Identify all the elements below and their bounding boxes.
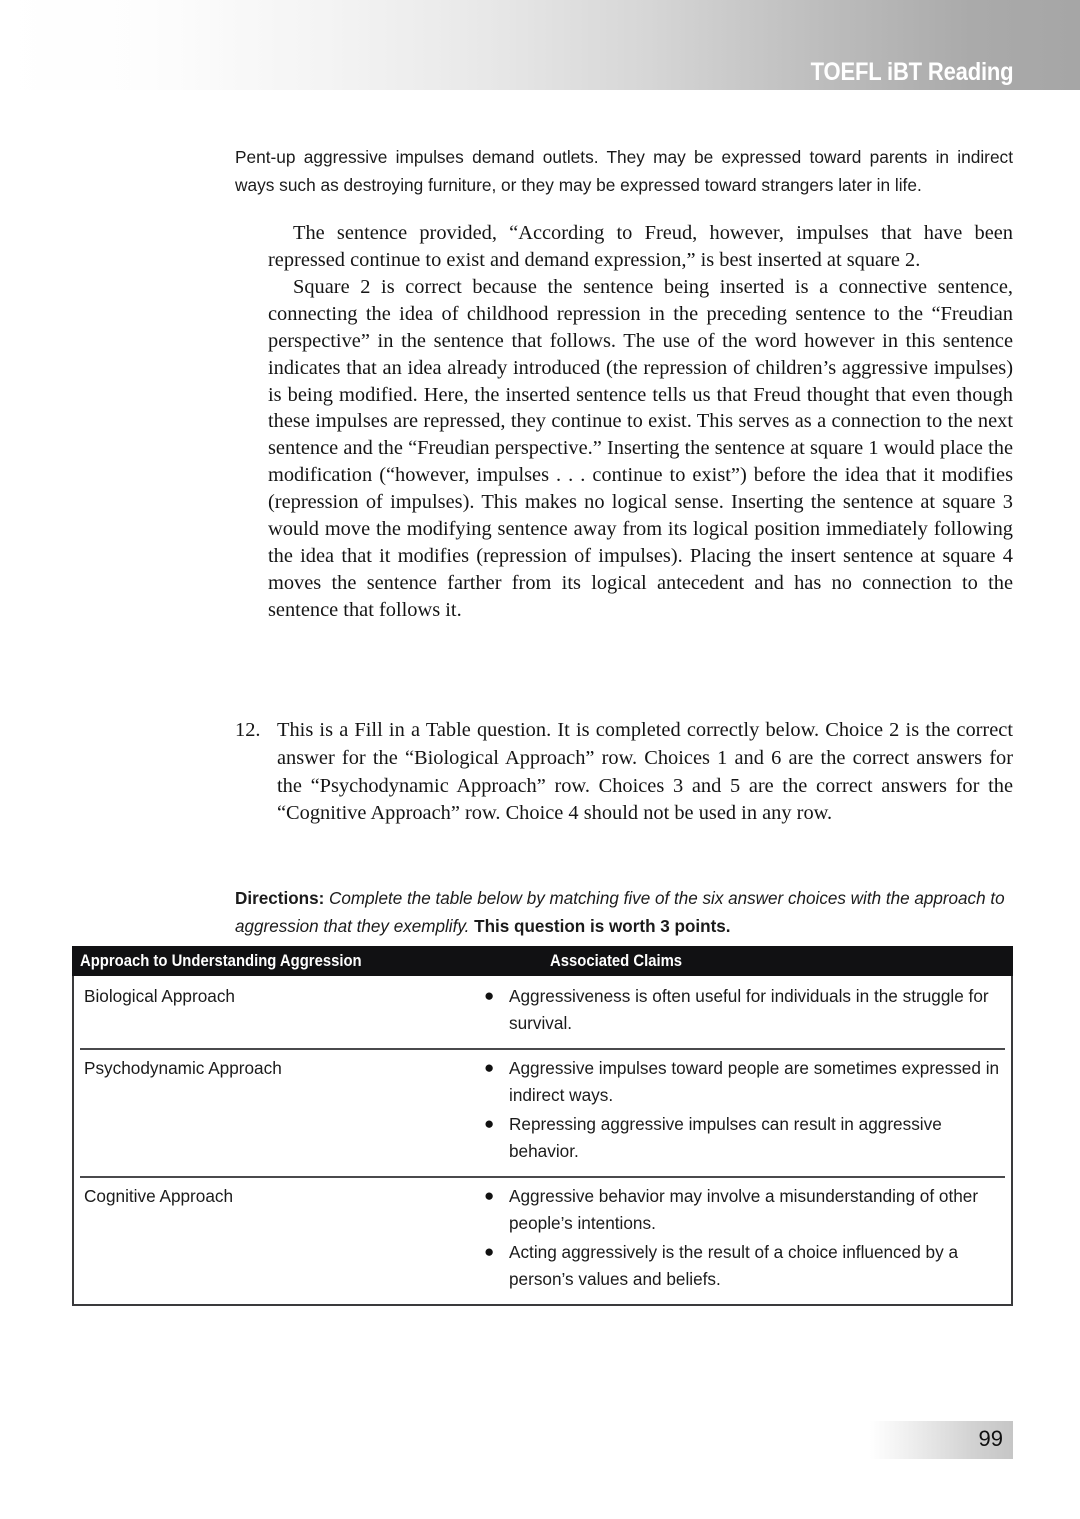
list-item (484, 983, 1003, 1037)
page-footer-band (870, 1421, 1013, 1459)
question-12-item (235, 717, 1013, 828)
cell-approach-name: Psychodynamic Approach (84, 1058, 282, 1078)
running-head-title: TOEFL iBT Reading (810, 58, 1013, 86)
table-row (74, 1048, 1011, 1176)
directions-points-note: This question is worth 3 points. (474, 917, 731, 937)
table-row (74, 1176, 1011, 1304)
cell-claims-list (484, 983, 1011, 1039)
table-column-header-claims: Associated Claims (550, 951, 683, 970)
list-item (484, 1239, 1003, 1293)
claim-text: Acting aggressively is the result of a choice influenced by a person’s values and beliefs. (509, 1242, 959, 1289)
directions-instruction: Complete the table below by matching five of the six answer choices with the approach to aggression that they exemplify. (235, 889, 1005, 937)
fill-in-table (72, 946, 1013, 1306)
bullet-icon: ● (484, 1114, 495, 1133)
question-12-text: This is a Fill in a Table question. It is completed correctly below. Choice 2 is the correct answer for the “Biological Approach” row. Choices 1 and 6 are the correct answers for the “Psychodynamic Approach” row. Choices 3 and 5 are the correct answers for the “Cognitive Approach” row. Choice 4 should not be used in any row. (277, 719, 1013, 825)
page-header-band (0, 0, 1080, 90)
bullet-icon: ● (484, 1058, 495, 1077)
bullet-icon: ● (484, 1186, 495, 1205)
list-item (484, 1183, 1003, 1237)
claim-text: Aggressiveness is often useful for individuals in the struggle for survival. (509, 986, 989, 1033)
claim-text: Repressing aggressive impulses can result in aggressive behavior. (509, 1114, 942, 1161)
cell-approach-name: Biological Approach (84, 986, 235, 1006)
cell-claims-list (484, 1183, 1011, 1295)
explanation-block (268, 220, 1013, 624)
list-item (484, 1055, 1003, 1109)
table-row (74, 976, 1011, 1048)
table-column-header-approach: Approach to Understanding Aggression (80, 951, 362, 970)
claim-text: Aggressive impulses toward people are sometimes expressed in indirect ways. (509, 1058, 1000, 1105)
page-number: 99 (978, 1426, 1003, 1451)
question-12-number: 12. (235, 719, 261, 741)
cell-claims-list (484, 1055, 1011, 1167)
bullet-icon: ● (484, 1242, 495, 1261)
explanation-paragraph-2: Square 2 is correct because the sentence being inserted is a connective sentence, connecting the idea of childhood repression in the preceding sentence to the “Freudian perspective” in the sentence that follows. The use of the word however in this sentence indicates that an idea already introduced (the repression of children’s aggressive impulses) is being modified. Here, the inserted sentence tells us that Freud thought that even though these impulses are repressed, they continue to exist. This serves as a connection to the next sentence and the “Freudian perspective.” Inserting the sentence at square 1 would place the modification (“however, impulses . . . continue to exist”) before the idea that it modifies (repression of impulses). This makes no logical sense. Inserting the sentence at square 3 would move the modifying sentence away from its logical position immediately following the idea that it modifies (repression of impulses). Placing the insert sentence at square 4 moves the sentence farther from its logical antecedent and has no connection to the sentence that follows it. (268, 275, 1013, 621)
cell-approach-name: Cognitive Approach (84, 1186, 234, 1206)
intro-paragraph: Pent-up aggressive impulses demand outlets. They may be expressed toward parents in indirect ways such as destroying furniture, or they may be expressed toward strangers later in life. (235, 147, 1013, 196)
explanation-paragraph-1: The sentence provided, “According to Freud, however, impulses that have been repressed continue to exist and demand expression,” is best inserted at square 2. (268, 222, 1013, 271)
table-header-row (72, 946, 1013, 976)
claim-text: Aggressive behavior may involve a misunderstanding of other people’s intentions. (509, 1186, 979, 1233)
list-item (484, 1111, 1003, 1165)
bullet-icon: ● (484, 986, 495, 1005)
directions-label: Directions: (235, 889, 325, 909)
directions-paragraph (235, 885, 1013, 941)
